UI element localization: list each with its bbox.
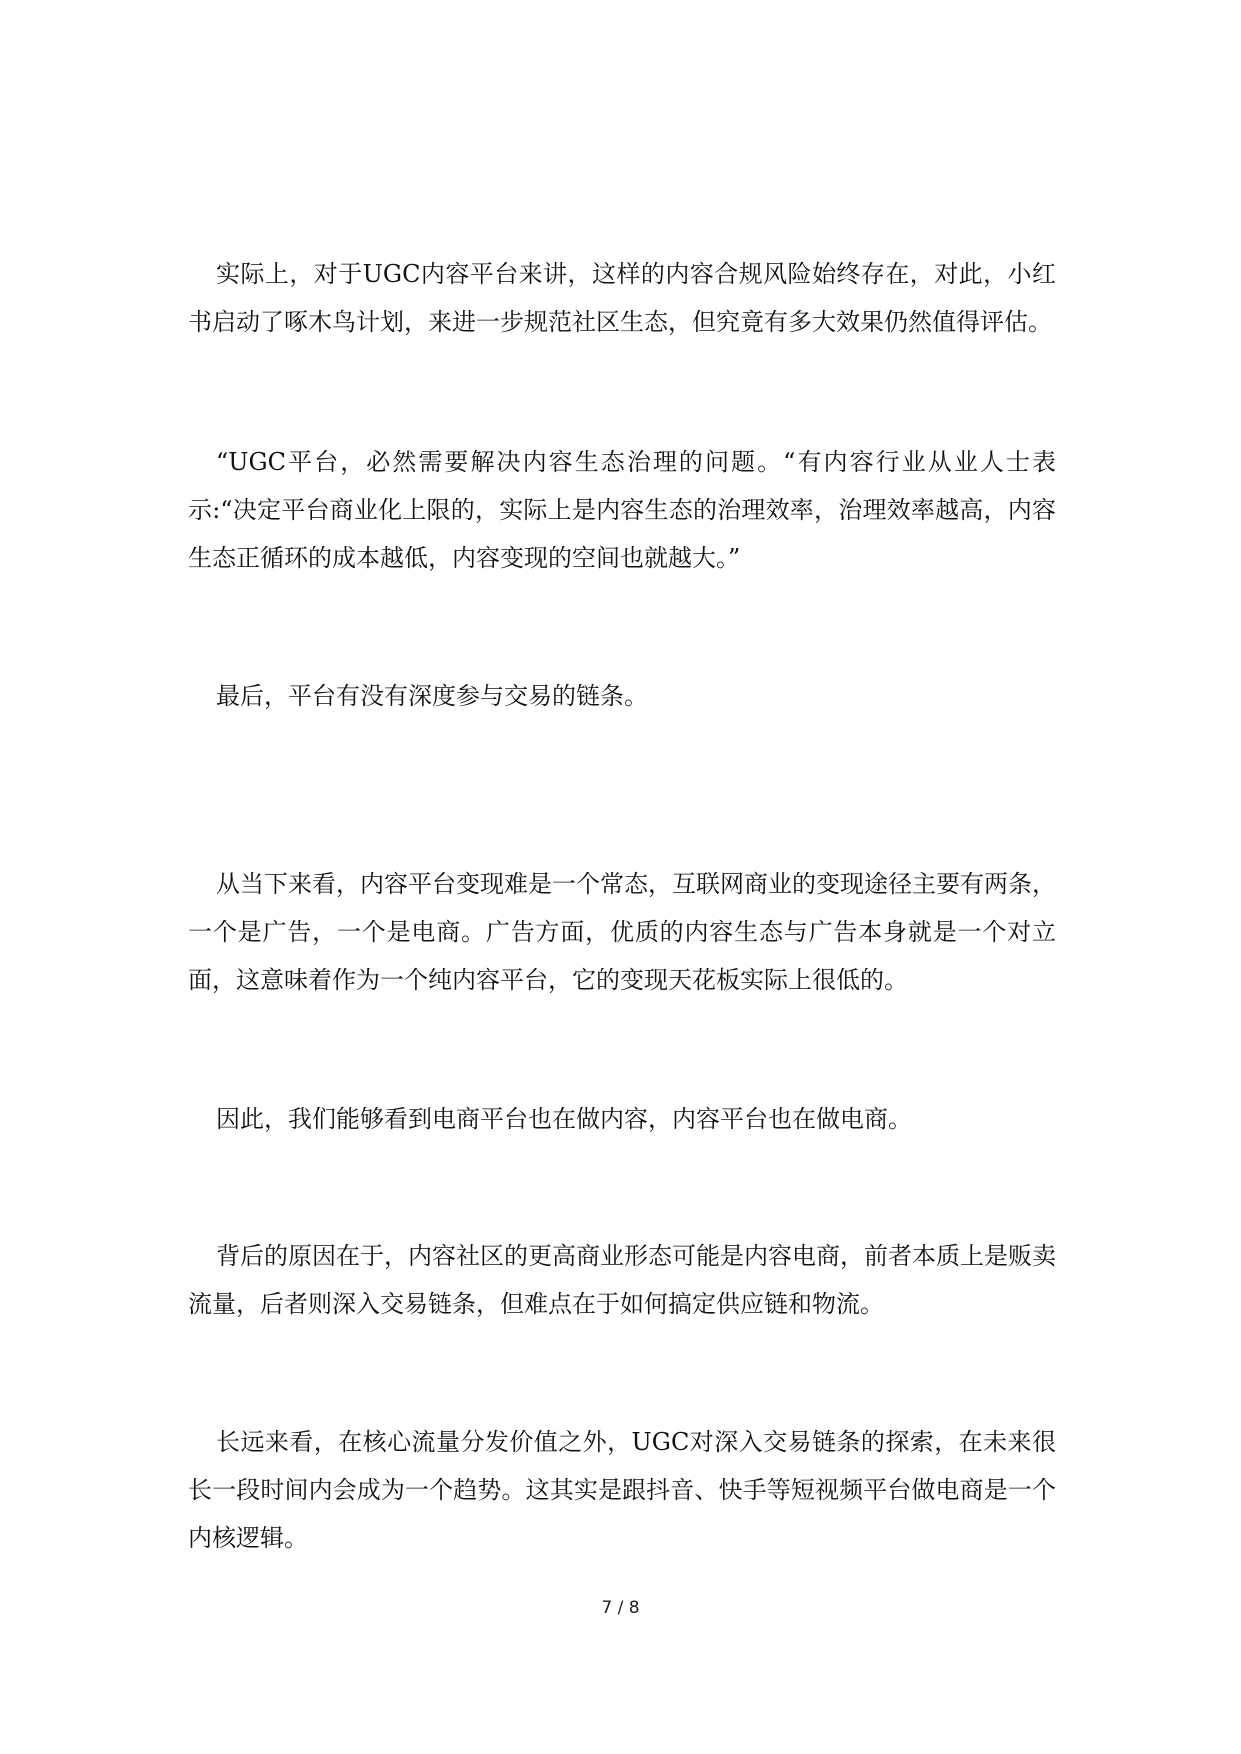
page-number: 7 / 8 (601, 1598, 640, 1618)
paragraph-ugc-governance-quote: “UGC平台，必然需要解决内容生态治理的问题。“有内容行业从业人士表示:“决定平台商业化上限的，实际上是内容生态的治理效率，治理效率越高，内容生态正循环的成本越低，内容变现的空间也就越大。” (188, 448, 1056, 572)
paragraph-ecommerce-content: 因此，我们能够看到电商平台也在做内容，内容平台也在做电商。 (216, 1105, 912, 1133)
paragraph-transaction-chain: 最后，平台有没有深度参与交易的链条。 (216, 682, 648, 710)
paragraph-long-term-trend: 长远来看，在核心流量分发价值之外，UGC对深入交易链条的探索，在未来很长一段时间内会成为一个趋势。这其实是跟抖音、快手等短视频平台做电商是一个内核逻辑。 (188, 1428, 1056, 1552)
paragraph-ugc-compliance-risk: 实际上，对于UGC内容平台来讲，这样的内容合规风险始终存在，对此，小红书启动了啄木鸟计划，来进一步规范社区生态，但究竟有多大效果仍然值得评估。 (188, 260, 1056, 336)
paragraph-monetization: 从当下来看，内容平台变现难是一个常态，互联网商业的变现途径主要有两条，一个是广告，一个是电商。广告方面，优质的内容生态与广告本身就是一个对立面，这意味着作为一个纯内容平台，它的变现天花板实际上很低的。 (188, 870, 1056, 994)
paragraph-content-ecommerce-reason: 背后的原因在于，内容社区的更高商业形态可能是内容电商，前者本质上是贩卖流量，后者则深入交易链条，但难点在于如何搞定供应链和物流。 (188, 1242, 1056, 1318)
